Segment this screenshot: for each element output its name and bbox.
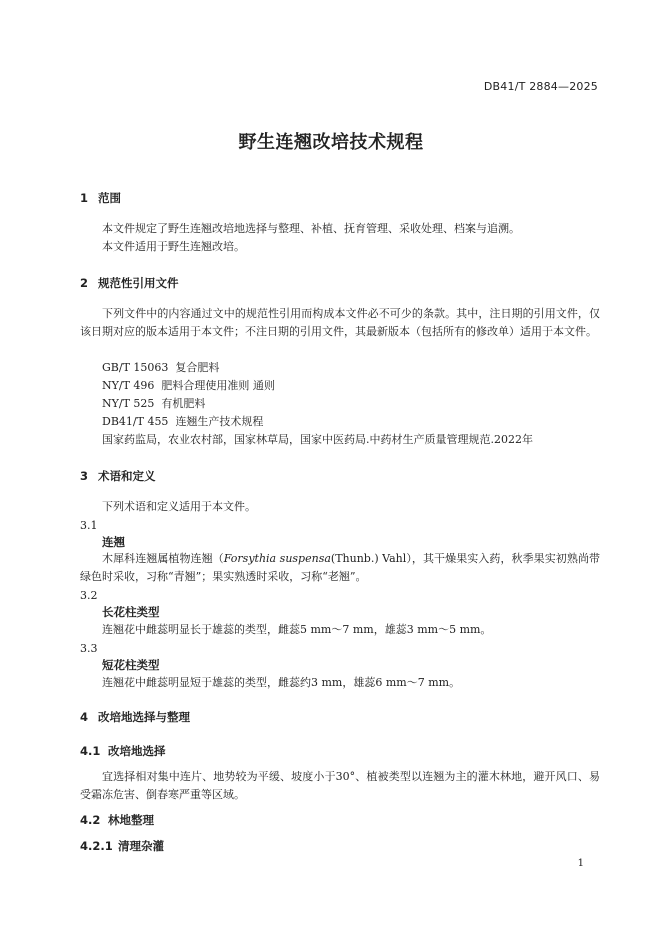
subsection-4-2-heading [80,812,154,828]
section-2-heading [80,275,179,291]
section-1-heading [80,190,121,206]
section-2-number: 2 [80,276,89,290]
section-4-number: 4 [80,710,89,724]
reference-code: DB41/T 455 [102,415,169,428]
reference-item [102,359,219,377]
term-definition [80,550,600,586]
reference-item-gmp: 国家药监局，农业农村部，国家林草局，国家中医药局.中药材生产质量管理规范.2022年 [102,433,533,446]
term-name: 短花柱类型 [102,658,160,672]
subsection-number: 4.2.1 [80,839,113,853]
reference-item [102,413,263,431]
term-name: 连翘 [102,535,125,549]
section-2-title: 规范性引用文件 [98,276,179,290]
section-3-intro: 下列术语和定义适用于本文件。 [102,500,256,513]
reference-title: 复合肥料 [175,361,220,374]
term-number: 3.1 [80,519,98,532]
definition-text: 木犀科连翘属植物连翘（ [102,552,224,565]
reference-code: NY/T 525 [102,397,155,410]
section-4-title: 改培地选择与整理 [98,710,190,724]
subsection-4-1-heading [80,743,166,759]
reference-title: 有机肥料 [161,397,206,410]
document-number: DB41/T 2884—2025 [483,80,598,93]
reference-item [102,395,205,413]
subsection-number: 4.1 [80,744,101,758]
reference-code: NY/T 496 [102,379,155,392]
term-number: 3.2 [80,589,98,602]
subsection-number: 4.2 [80,813,101,827]
subsection-4-2-1-heading [80,838,164,854]
term-definition: 连翘花中雌蕊明显长于雄蕊的类型，雌蕊5 mm～7 mm，雄蕊3 mm～5 mm。 [102,623,492,636]
page-number: 1 [577,858,584,869]
section-3-heading [80,468,156,484]
section-2-intro: 下列文件中的内容通过文中的规范性引用而构成本文件必不可少的条款。其中，注日期的引用文件，仅该日期对应的版本适用于本文件；不注日期的引用文件，其最新版本（包括所有的修改单）适用于本文件。 [80,307,600,338]
section-3-title: 术语和定义 [98,469,156,483]
subsection-title: 清理杂灌 [118,839,164,853]
subsection-4-1-text: 宜选择相对集中连片、地势较为平缓、坡度小于30°、植被类型以连翘为主的灌木林地，避开风口、易受霜冻危害、倒春寒严重等区域。 [80,770,600,801]
subsection-title: 改培地选择 [108,744,166,758]
reference-item [102,377,275,395]
reference-title: 连翘生产技术规程 [175,415,264,428]
section-1-title: 范围 [98,191,121,205]
term-definition: 连翘花中雌蕊明显短于雄蕊的类型，雌蕊约3 mm，雄蕊6 mm～7 mm。 [102,676,461,689]
latin-name: Forsythia suspensa [223,552,331,565]
definition-text: (Thunb.) Vahl），其干燥果实入药，秋季果实初熟尚带绿色时采收，习称“青翘”；果实熟透时采收，习称“老翘”。 [80,552,601,583]
section-1-paragraph-1: 本文件规定了野生连翘改培地选择与整理、补植、抚育管理、采收处理、档案与追溯。 [102,222,520,235]
reference-title: 肥料合理使用准则 通则 [161,379,275,392]
term-name: 长花柱类型 [102,605,160,619]
section-4-heading [80,709,190,725]
reference-code: GB/T 15063 [102,361,169,374]
term-number: 3.3 [80,642,98,655]
section-3-number: 3 [80,469,89,483]
document-title: 野生连翘改培技术规程 [238,132,424,153]
subsection-title: 林地整理 [108,813,154,827]
section-1-number: 1 [80,191,89,205]
section-1-paragraph-2: 本文件适用于野生连翘改培。 [102,240,245,253]
